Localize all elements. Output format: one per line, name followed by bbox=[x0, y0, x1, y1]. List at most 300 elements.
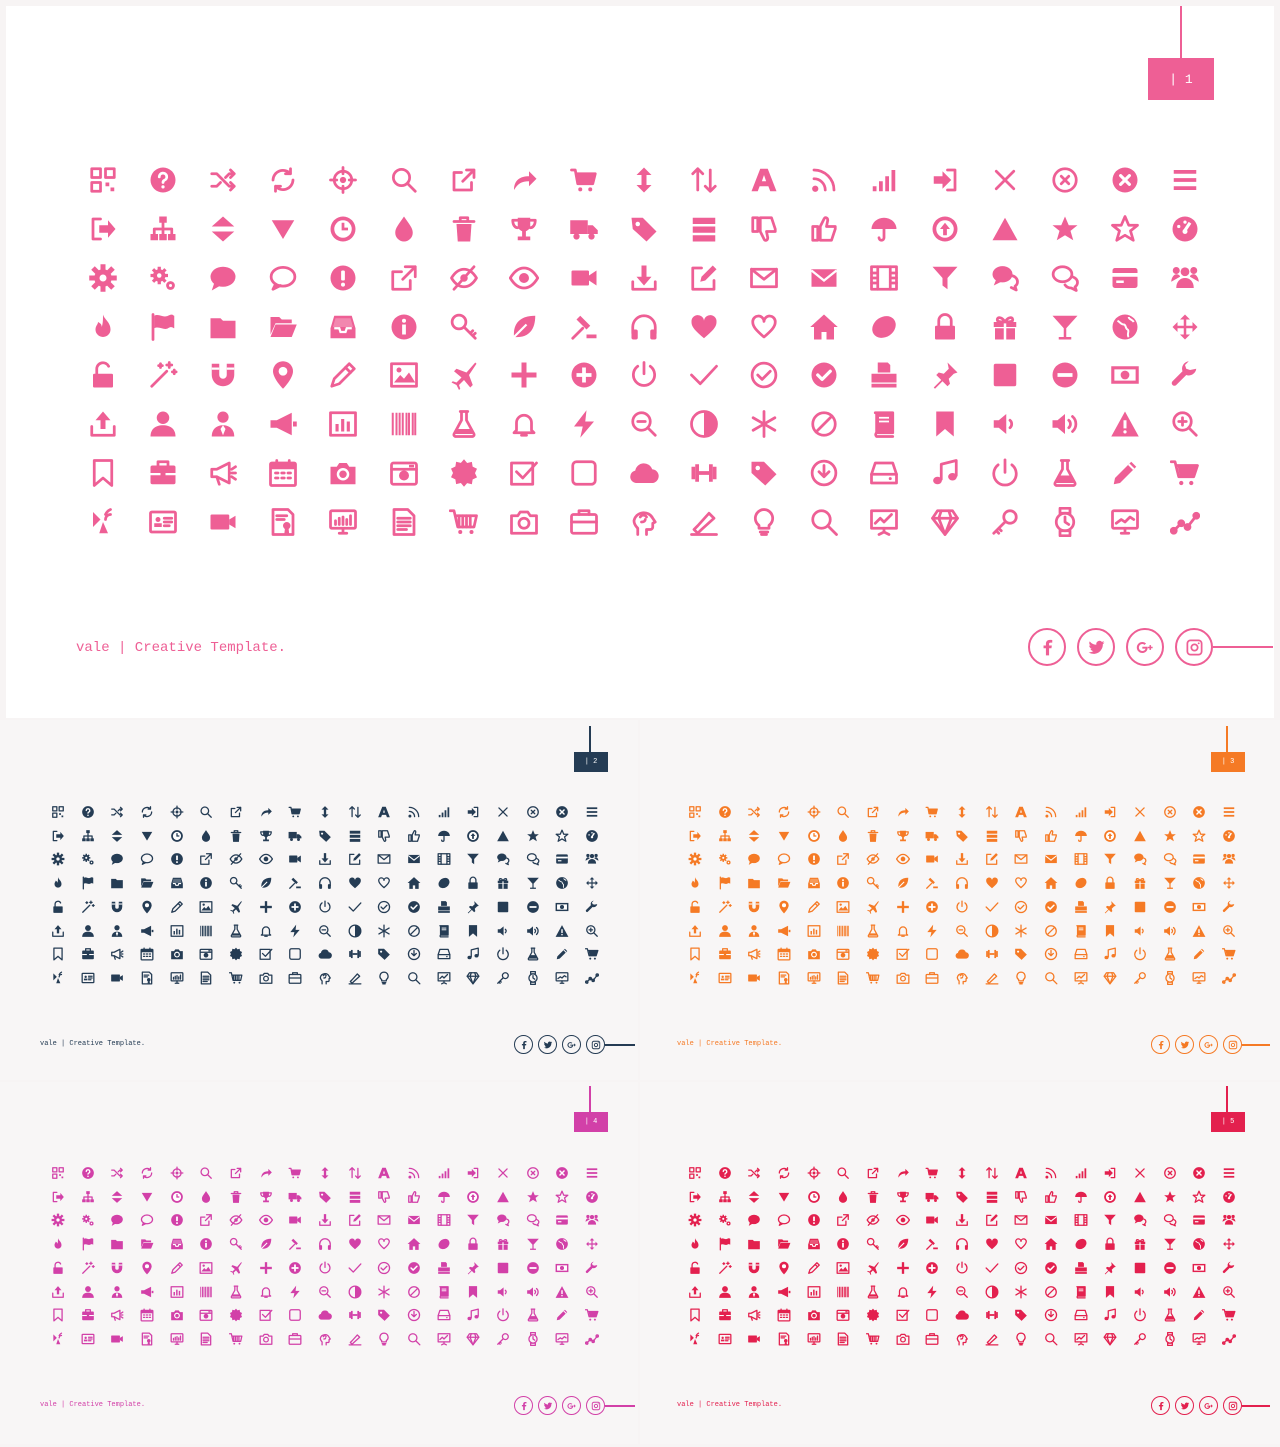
redo-icon bbox=[888, 800, 918, 824]
facebook-icon bbox=[1156, 1401, 1166, 1411]
icon-grid bbox=[680, 1161, 1244, 1351]
instagram-link[interactable] bbox=[1223, 1035, 1242, 1054]
plus-icon bbox=[888, 895, 918, 919]
instagram-link[interactable] bbox=[1223, 1396, 1242, 1415]
thumbs-down-icon bbox=[734, 205, 794, 254]
bar-chart-icon bbox=[162, 919, 192, 943]
power-icon bbox=[614, 351, 674, 400]
instagram-icon bbox=[591, 1401, 601, 1411]
slide-5 bbox=[640, 1082, 1280, 1444]
ban-icon bbox=[794, 400, 854, 449]
move-icon bbox=[1214, 1232, 1244, 1256]
key-outline-icon bbox=[488, 1327, 518, 1351]
social-links bbox=[1151, 1035, 1270, 1054]
share-icon bbox=[858, 1161, 888, 1185]
lock-icon bbox=[1096, 1232, 1126, 1256]
tags-icon bbox=[947, 1185, 977, 1209]
pencil-icon bbox=[162, 895, 192, 919]
star-outline-icon bbox=[548, 1185, 578, 1209]
bolt-icon bbox=[280, 1280, 310, 1304]
picture-icon bbox=[374, 351, 434, 400]
clock-icon bbox=[162, 1185, 192, 1209]
eye-icon bbox=[251, 1209, 281, 1233]
pushpin-icon bbox=[1096, 1256, 1126, 1280]
download-circle-icon bbox=[794, 449, 854, 498]
group-icon bbox=[1155, 254, 1215, 303]
folder-icon bbox=[102, 871, 132, 895]
print-icon bbox=[1066, 895, 1096, 919]
video-alt-icon bbox=[102, 1327, 132, 1351]
footer-brand-text: vale | Creative Template. bbox=[40, 1401, 146, 1409]
pushpin-icon bbox=[459, 1256, 489, 1280]
social-connector-line bbox=[605, 1405, 635, 1407]
unlock-icon bbox=[73, 351, 133, 400]
barcode-icon bbox=[191, 919, 221, 943]
question-icon bbox=[73, 1161, 103, 1185]
map-marker-icon bbox=[769, 1256, 799, 1280]
info-circle-icon bbox=[191, 871, 221, 895]
shuffle-icon bbox=[102, 1161, 132, 1185]
bar-chart-icon bbox=[313, 400, 373, 449]
truck-icon bbox=[280, 824, 310, 848]
megaphone-icon bbox=[102, 943, 132, 967]
facebook-link[interactable] bbox=[1151, 1396, 1170, 1415]
comment-icon bbox=[102, 848, 132, 872]
zoom-out-icon bbox=[310, 1280, 340, 1304]
exclamation-circle-icon bbox=[313, 254, 373, 303]
close-icon bbox=[488, 800, 518, 824]
server-icon bbox=[977, 1185, 1007, 1209]
key-outline-icon bbox=[1125, 1327, 1155, 1351]
highlighter-icon bbox=[340, 1327, 370, 1351]
twitter-link[interactable] bbox=[1175, 1396, 1194, 1415]
exclamation-circle-icon bbox=[162, 1209, 192, 1233]
key-icon bbox=[221, 1232, 251, 1256]
triangle-icon bbox=[1125, 824, 1155, 848]
envelope-icon bbox=[794, 254, 854, 303]
folder-icon bbox=[193, 302, 253, 351]
envelope-icon bbox=[399, 848, 429, 872]
certificate-doc-icon bbox=[769, 966, 799, 990]
bell-icon bbox=[251, 919, 281, 943]
fire-icon bbox=[43, 1232, 73, 1256]
rss-icon bbox=[794, 156, 854, 205]
certificate-icon bbox=[221, 1304, 251, 1328]
bullhorn-icon bbox=[769, 1280, 799, 1304]
check-icon bbox=[340, 1256, 370, 1280]
volume-down-icon bbox=[488, 1280, 518, 1304]
globe-icon bbox=[1185, 1232, 1215, 1256]
zoom-out-icon bbox=[947, 1280, 977, 1304]
briefcase-icon bbox=[710, 1304, 740, 1328]
highlighter-icon bbox=[977, 966, 1007, 990]
twitter-link[interactable] bbox=[1175, 1035, 1194, 1054]
cart-icon bbox=[554, 156, 614, 205]
sitemap-icon bbox=[710, 824, 740, 848]
crosshair-icon bbox=[799, 800, 829, 824]
edit-icon bbox=[340, 848, 370, 872]
lemon-icon bbox=[1066, 871, 1096, 895]
download-circle-icon bbox=[1036, 1304, 1066, 1328]
briefcase-outline-icon bbox=[917, 966, 947, 990]
slide-4 bbox=[0, 1082, 638, 1444]
power-icon bbox=[310, 895, 340, 919]
check-circle-icon bbox=[1036, 1256, 1066, 1280]
briefcase-icon bbox=[133, 449, 193, 498]
calendar-icon bbox=[253, 449, 313, 498]
folder-open-icon bbox=[253, 302, 313, 351]
bookmark-outline-icon bbox=[73, 449, 133, 498]
collapse-expand-icon bbox=[102, 824, 132, 848]
truck-icon bbox=[917, 824, 947, 848]
remove-circle-outline-icon bbox=[1155, 1161, 1185, 1185]
remove-circle-icon bbox=[1095, 156, 1155, 205]
briefcase-outline-icon bbox=[917, 1327, 947, 1351]
power-icon bbox=[947, 1256, 977, 1280]
zoom-in-icon bbox=[1155, 400, 1215, 449]
graph-icon bbox=[1214, 1327, 1244, 1351]
pencil-icon bbox=[799, 1256, 829, 1280]
eye-slash-icon bbox=[434, 254, 494, 303]
fire-icon bbox=[680, 871, 710, 895]
briefcase-icon bbox=[73, 1304, 103, 1328]
fire-icon bbox=[73, 302, 133, 351]
map-marker-icon bbox=[132, 895, 162, 919]
upload-icon bbox=[73, 400, 133, 449]
comment-icon bbox=[102, 1209, 132, 1233]
dashboard-icon bbox=[577, 1185, 607, 1209]
camera-icon bbox=[162, 943, 192, 967]
document-icon bbox=[828, 966, 858, 990]
menu-icon bbox=[1214, 1161, 1244, 1185]
camera-retro-icon bbox=[191, 1304, 221, 1328]
bookmark-icon bbox=[1096, 1280, 1126, 1304]
social-links bbox=[514, 1396, 635, 1415]
umbrella-icon bbox=[429, 1185, 459, 1209]
comment-icon bbox=[739, 1209, 769, 1233]
hdd-icon bbox=[854, 449, 914, 498]
refresh-icon bbox=[253, 156, 313, 205]
caret-down-icon bbox=[769, 824, 799, 848]
dashboard-icon bbox=[1214, 1185, 1244, 1209]
inbox-icon bbox=[162, 1232, 192, 1256]
facebook-icon bbox=[519, 1040, 529, 1050]
folder-open-icon bbox=[132, 871, 162, 895]
cart-icon bbox=[280, 1161, 310, 1185]
comment-outline-icon bbox=[132, 1209, 162, 1233]
footer-brand-text: vale | Creative Template. bbox=[76, 640, 287, 656]
bolt-icon bbox=[554, 400, 614, 449]
social-connector-line bbox=[1242, 1044, 1270, 1046]
calendar-icon bbox=[769, 943, 799, 967]
gear-icon bbox=[680, 848, 710, 872]
user-icon bbox=[73, 919, 103, 943]
cart-outline-icon bbox=[221, 1327, 251, 1351]
pencil-alt-icon bbox=[1095, 449, 1155, 498]
briefcase-icon bbox=[710, 943, 740, 967]
leaf-icon bbox=[888, 871, 918, 895]
adjust-icon bbox=[977, 1280, 1007, 1304]
diamond-icon bbox=[914, 497, 974, 546]
money-icon bbox=[1185, 895, 1215, 919]
briefcase-outline-icon bbox=[280, 1327, 310, 1351]
music-icon bbox=[914, 449, 974, 498]
presentation-icon bbox=[854, 497, 914, 546]
facebook-icon bbox=[1038, 638, 1057, 657]
calendar-icon bbox=[132, 1304, 162, 1328]
camera-outline-icon bbox=[888, 1327, 918, 1351]
check-circle-outline-icon bbox=[1007, 895, 1037, 919]
trash-icon bbox=[858, 1185, 888, 1209]
plane-icon bbox=[221, 895, 251, 919]
unlock-icon bbox=[680, 1256, 710, 1280]
qr-code-icon bbox=[43, 800, 73, 824]
volume-up-icon bbox=[1035, 400, 1095, 449]
lemon-icon bbox=[429, 1232, 459, 1256]
pushpin-icon bbox=[459, 895, 489, 919]
zoom-out-icon bbox=[947, 919, 977, 943]
up-circle-icon bbox=[459, 824, 489, 848]
warning-icon bbox=[548, 1280, 578, 1304]
square-outline-icon bbox=[554, 449, 614, 498]
user-tie-icon bbox=[739, 1280, 769, 1304]
collapse-expand-icon bbox=[193, 205, 253, 254]
question-icon bbox=[710, 1161, 740, 1185]
slide-number-badge: | 4 bbox=[574, 1112, 608, 1132]
minus-circle-icon bbox=[1155, 895, 1185, 919]
cart-alt-icon bbox=[577, 943, 607, 967]
icon-grid bbox=[73, 156, 1215, 546]
flag-icon bbox=[73, 871, 103, 895]
gear-icon bbox=[680, 1209, 710, 1233]
heart-icon bbox=[340, 871, 370, 895]
menu-icon bbox=[577, 1161, 607, 1185]
refresh-icon bbox=[132, 1161, 162, 1185]
footer-brand-text: vale | Creative Template. bbox=[677, 1040, 783, 1048]
presentation-icon bbox=[1066, 966, 1096, 990]
bell-icon bbox=[494, 400, 554, 449]
warning-icon bbox=[1185, 919, 1215, 943]
plus-icon bbox=[888, 1256, 918, 1280]
instagram-link[interactable] bbox=[1175, 628, 1213, 666]
envelope-outline-icon bbox=[370, 848, 400, 872]
caret-down-icon bbox=[132, 1185, 162, 1209]
twitter-icon bbox=[543, 1401, 553, 1411]
asterisk-icon bbox=[370, 1280, 400, 1304]
check-circle-outline-icon bbox=[1007, 1256, 1037, 1280]
watch-icon bbox=[518, 966, 548, 990]
facebook-link[interactable] bbox=[514, 1035, 533, 1054]
social-links bbox=[514, 1035, 635, 1054]
heart-icon bbox=[977, 1232, 1007, 1256]
volume-down-icon bbox=[1125, 1280, 1155, 1304]
monitor-icon bbox=[1185, 966, 1215, 990]
heart-outline-icon bbox=[1007, 1232, 1037, 1256]
instagram-link[interactable] bbox=[586, 1035, 605, 1054]
share-icon bbox=[221, 800, 251, 824]
graph-icon bbox=[577, 966, 607, 990]
pencil-icon bbox=[313, 351, 373, 400]
camera-retro-icon bbox=[191, 943, 221, 967]
comment-outline-icon bbox=[253, 254, 313, 303]
folder-icon bbox=[739, 871, 769, 895]
power-off-icon bbox=[488, 1304, 518, 1328]
umbrella-icon bbox=[429, 824, 459, 848]
trophy-icon bbox=[888, 1185, 918, 1209]
power-off-icon bbox=[488, 943, 518, 967]
leaf-icon bbox=[251, 871, 281, 895]
comments-outline-icon bbox=[1155, 1209, 1185, 1233]
upload-icon bbox=[680, 1280, 710, 1304]
comments-icon bbox=[488, 1209, 518, 1233]
facebook-link[interactable] bbox=[1028, 628, 1066, 666]
instagram-icon bbox=[1185, 638, 1204, 657]
gears-icon bbox=[73, 848, 103, 872]
picture-icon bbox=[828, 1256, 858, 1280]
magic-icon bbox=[133, 351, 193, 400]
inbox-icon bbox=[313, 302, 373, 351]
adjust-icon bbox=[340, 919, 370, 943]
video-icon bbox=[917, 1209, 947, 1233]
resize-vertical-icon bbox=[947, 1161, 977, 1185]
tags-icon bbox=[310, 824, 340, 848]
id-card-icon bbox=[73, 1327, 103, 1351]
cart-outline-icon bbox=[858, 1327, 888, 1351]
lemon-icon bbox=[1066, 1232, 1096, 1256]
monitor-icon bbox=[548, 1327, 578, 1351]
dumbbell-icon bbox=[340, 1304, 370, 1328]
diamond-icon bbox=[459, 1327, 489, 1351]
bookmark-icon bbox=[459, 919, 489, 943]
bullhorn-icon bbox=[253, 400, 313, 449]
power-off-icon bbox=[1125, 943, 1155, 967]
refresh-icon bbox=[132, 800, 162, 824]
instagram-icon bbox=[1228, 1401, 1238, 1411]
book-icon bbox=[429, 919, 459, 943]
trophy-icon bbox=[251, 1185, 281, 1209]
twitter-link[interactable] bbox=[538, 1035, 557, 1054]
brain-icon bbox=[614, 497, 674, 546]
asterisk-icon bbox=[370, 919, 400, 943]
check-square-icon bbox=[251, 1304, 281, 1328]
credit-card-icon bbox=[1095, 254, 1155, 303]
triangle-icon bbox=[975, 205, 1035, 254]
font-icon bbox=[370, 1161, 400, 1185]
pushpin-icon bbox=[914, 351, 974, 400]
edit-icon bbox=[977, 848, 1007, 872]
volume-down-icon bbox=[1125, 919, 1155, 943]
icon-grid bbox=[43, 800, 607, 990]
id-card-icon bbox=[710, 1327, 740, 1351]
watch-icon bbox=[1035, 497, 1095, 546]
heart-outline-icon bbox=[370, 1232, 400, 1256]
gavel-icon bbox=[554, 302, 614, 351]
google-plus-link[interactable] bbox=[1199, 1035, 1218, 1054]
up-circle-icon bbox=[459, 1185, 489, 1209]
wrench-icon bbox=[1155, 351, 1215, 400]
megaphone-icon bbox=[193, 449, 253, 498]
filter-icon bbox=[1096, 848, 1126, 872]
certificate-doc-icon bbox=[253, 497, 313, 546]
google-plus-link[interactable] bbox=[562, 1035, 581, 1054]
bar-chart-icon bbox=[799, 919, 829, 943]
id-card-icon bbox=[73, 966, 103, 990]
filter-icon bbox=[1096, 1209, 1126, 1233]
camera-outline-icon bbox=[888, 966, 918, 990]
globe-icon bbox=[1095, 302, 1155, 351]
instagram-link[interactable] bbox=[586, 1396, 605, 1415]
google-plus-link[interactable] bbox=[1126, 628, 1164, 666]
comment-icon bbox=[739, 848, 769, 872]
camera-outline-icon bbox=[494, 497, 554, 546]
thumbs-up-icon bbox=[399, 824, 429, 848]
triangle-icon bbox=[1125, 1185, 1155, 1209]
cart-alt-icon bbox=[1214, 1304, 1244, 1328]
adjust-icon bbox=[340, 1280, 370, 1304]
book-icon bbox=[429, 1280, 459, 1304]
star-icon bbox=[1155, 1185, 1185, 1209]
highlighter-icon bbox=[977, 1327, 1007, 1351]
stop-icon bbox=[488, 1256, 518, 1280]
sort-icon bbox=[674, 156, 734, 205]
key-icon bbox=[434, 302, 494, 351]
satellite-icon bbox=[73, 497, 133, 546]
beaker-icon bbox=[221, 1280, 251, 1304]
adjust-icon bbox=[674, 400, 734, 449]
external-link-icon bbox=[191, 1209, 221, 1233]
twitter-link[interactable] bbox=[538, 1396, 557, 1415]
exclamation-circle-icon bbox=[162, 848, 192, 872]
redo-icon bbox=[251, 800, 281, 824]
download-icon bbox=[614, 254, 674, 303]
camera-retro-icon bbox=[828, 1304, 858, 1328]
id-card-icon bbox=[133, 497, 193, 546]
check-circle-outline-icon bbox=[734, 351, 794, 400]
presentation-icon bbox=[1066, 1327, 1096, 1351]
thumbs-down-icon bbox=[1007, 1185, 1037, 1209]
facebook-link[interactable] bbox=[514, 1396, 533, 1415]
star-icon bbox=[1035, 205, 1095, 254]
id-card-icon bbox=[710, 966, 740, 990]
dumbbell-icon bbox=[674, 449, 734, 498]
google-plus-link[interactable] bbox=[1199, 1396, 1218, 1415]
bolt-icon bbox=[280, 919, 310, 943]
key-icon bbox=[858, 1232, 888, 1256]
twitter-link[interactable] bbox=[1077, 628, 1115, 666]
google-plus-link[interactable] bbox=[562, 1396, 581, 1415]
crosshair-icon bbox=[313, 156, 373, 205]
gift-icon bbox=[1125, 871, 1155, 895]
graph-icon bbox=[577, 1327, 607, 1351]
asterisk-icon bbox=[1007, 919, 1037, 943]
facebook-link[interactable] bbox=[1151, 1035, 1170, 1054]
camera-icon bbox=[162, 1304, 192, 1328]
envelope-outline-icon bbox=[370, 1209, 400, 1233]
presentation-icon bbox=[429, 966, 459, 990]
stop-icon bbox=[1125, 1256, 1155, 1280]
up-circle-icon bbox=[914, 205, 974, 254]
badge-connector bbox=[1226, 726, 1228, 754]
satellite-icon bbox=[43, 966, 73, 990]
square-outline-icon bbox=[917, 1304, 947, 1328]
remove-circle-icon bbox=[548, 800, 578, 824]
home-icon bbox=[399, 1232, 429, 1256]
flag-icon bbox=[133, 302, 193, 351]
minus-circle-icon bbox=[1035, 351, 1095, 400]
eye-icon bbox=[251, 848, 281, 872]
sign-in-icon bbox=[914, 156, 974, 205]
envelope-icon bbox=[1036, 1209, 1066, 1233]
